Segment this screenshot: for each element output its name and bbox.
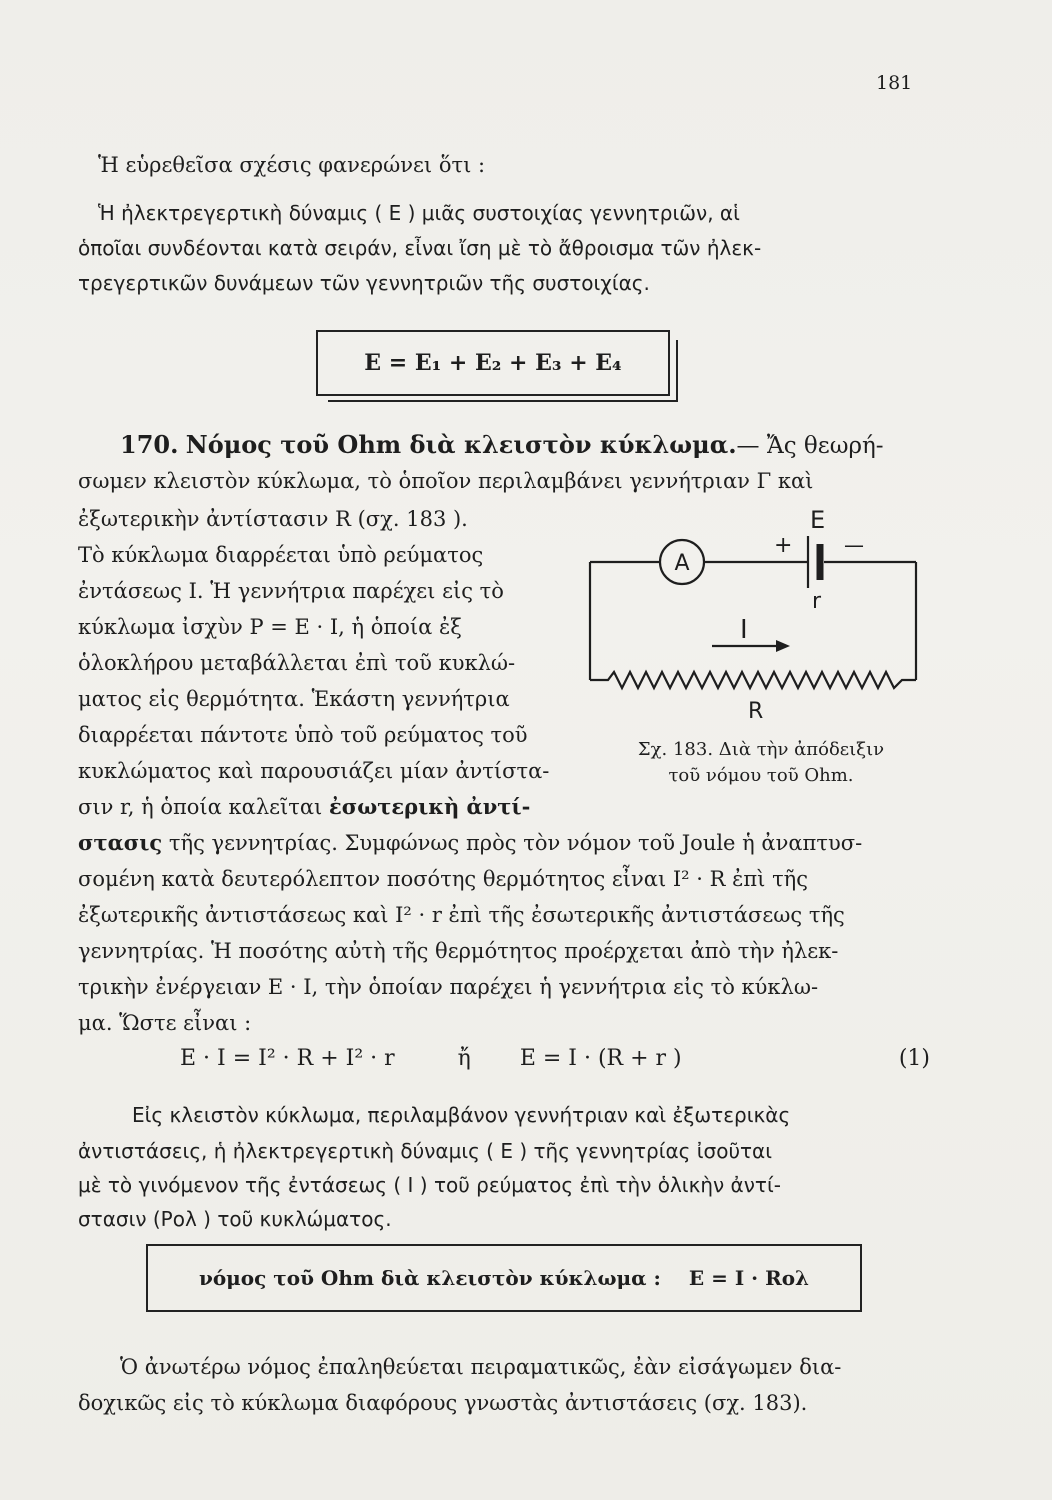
text-line: Ἡ εὑρεθεῖσα σχέσις φανερώνει ὅτι : (98, 153, 486, 177)
ammeter-label: A (674, 551, 690, 576)
resistor-zigzag (590, 672, 916, 688)
text-line: ὁποῖαι συνδέονται κατὰ σειράν, εἶναι ἴση μὲ τὸ ἄθροισμα τῶν ἠλεκ- (78, 236, 762, 260)
text-line: σωμεν κλειστὸν κύκλωμα, τὸ ὁποῖον περιλαμβάνει γεννήτριαν Γ καὶ (78, 469, 814, 493)
text-line: ἐξωτερικῆς ἀντιστάσεως καὶ Ι² · r ἐπὶ τῆς ἐσωτερικῆς ἀντιστάσεως τῆς (78, 903, 845, 927)
minus-label: — (844, 533, 864, 557)
emf-label: E (810, 506, 826, 534)
text-line: τρικὴν ἐνέργειαν Ε · Ι, τὴν ὁποίαν παρέχει ἡ γεννήτρια εἰς τὸ κύκλω- (78, 975, 819, 999)
section-number: 170. (120, 430, 179, 459)
equation-or: ἤ (457, 1046, 471, 1071)
text-line: ἐξωτερικὴν ἀντίστασιν R (σχ. 183 ). (78, 507, 468, 531)
text-line: ὁλοκλήρου μεταβάλλεται ἐπὶ τοῦ κυκλώ- (78, 651, 516, 675)
text-line: κύκλωμα ἰσχὺν Ρ = Ε · Ι, ἡ ὁποία ἐξ (78, 615, 462, 639)
text-line: μὲ τὸ γινόμενον τῆς ἐντάσεως ( Ι ) τοῦ ρεύματος ἐπὶ τὴν ὁλικὴν ἀντί- (78, 1173, 781, 1197)
plus-label: + (774, 533, 793, 558)
figure-caption-line1: Σχ. 183. Διὰ τὴν ἀπόδειξιν (637, 739, 885, 760)
section-dash: — (736, 433, 760, 459)
section-first-line-rest: Ἄς θεωρή- (766, 433, 884, 459)
current-arrow-head (776, 640, 790, 652)
current-label: I (740, 615, 748, 645)
text-line: ματος εἰς θερμότητα. Ἑκάστη γεννήτρια (78, 687, 510, 711)
formula-box-ohm-law (146, 1244, 862, 1312)
page-number: 181 (876, 72, 913, 94)
section-heading (120, 430, 980, 461)
formula-series-emf: E = E₁ + E₂ + E₃ + E₄ (364, 350, 622, 376)
text-line: δοχικῶς εἰς τὸ κύκλωμα διαφόρους γνωστὰς ἀντιστάσεις (σχ. 183). (78, 1391, 808, 1415)
text-line: γεννητρίας. Ἡ ποσότης αὐτὴ τῆς θερμότητος προέρχεται ἀπὸ τὴν ἠλεκ- (78, 939, 839, 963)
equation-left: Ε · Ι = Ι² · R + Ι² · r (180, 1046, 395, 1071)
text-line: κυκλώματος καὶ παρουσιάζει μίαν ἀντίστα- (78, 759, 550, 783)
text-line: Ὁ ἀνωτέρω νόμος ἐπαληθεύεται πειραματικῶς, ἐὰν εἰσάγωμεν δια- (120, 1355, 842, 1379)
section-title: Νόμος τοῦ Ohm διὰ κλειστὸν κύκλωμα. (185, 430, 737, 459)
figure-caption-line2: τοῦ νόμου τοῦ Ohm. (668, 765, 854, 786)
text-line: Τὸ κύκλωμα διαρρέεται ὑπὸ ρεύματος (78, 543, 484, 567)
ohm-law-label: νόμος τοῦ Ohm διὰ κλειστὸν κύκλωμα : (198, 1266, 661, 1290)
text-span: τῆς γεννητρίας. Συμφώνως πρὸς τὸν νόμον τοῦ Joule ἡ ἀναπτυσ- (162, 831, 863, 855)
text-line: ἀντιστάσεις, ἡ ἠλεκτρεγερτικὴ δύναμις ( Ε ) τῆς γεννητρίας ἰσοῦται (78, 1139, 773, 1163)
formula-box-series-emf (316, 330, 670, 396)
text-line: στασιν (Ρολ ) τοῦ κυκλώματος. (78, 1207, 392, 1231)
ohm-law-formula: E = I · Rολ (688, 1266, 810, 1290)
equation-1 (180, 1044, 940, 1074)
text-line: Ἡ ἠλεκτρεγερτικὴ δύναμις ( Ε ) μιᾶς συστοιχίας γεννητριῶν, αἱ (98, 201, 740, 225)
text-span: σιν r, ἡ ὁποία καλεῖται (78, 795, 329, 819)
resistor-label: R (748, 699, 764, 724)
equation-right: Ε = Ι · (R + r ) (519, 1046, 682, 1071)
text-line: ἐντάσεως Ι. Ἡ γεννήτρια παρέχει εἰς τὸ (78, 579, 504, 603)
text-line: τρεγερτικῶν δυνάμεων τῶν γεννητριῶν τῆς συστοιχίας. (78, 271, 650, 295)
text-line: Εἰς κλειστὸν κύκλωμα, περιλαμβάνον γεννήτριαν καὶ ἐξωτερικὰς (132, 1103, 791, 1127)
text-line-stasis (78, 828, 938, 858)
internal-resistance-label: r (812, 589, 822, 614)
text-line: μα. Ὥστε εἶναι : (78, 1011, 252, 1035)
bold-term: στασις (78, 830, 163, 855)
circuit-diagram (578, 500, 928, 730)
text-line: σομένη κατὰ δευτερόλεπτον ποσότης θερμότητος εἶναι Ι² · R ἐπὶ τῆς (78, 867, 809, 891)
equation-number: (1) (898, 1046, 930, 1071)
bold-term: ἐσωτερικὴ ἀντί- (328, 794, 531, 819)
text-line-internal-resistance (78, 792, 938, 822)
text-line: διαρρέεται πάντοτε ὑπὸ τοῦ ρεύματος τοῦ (78, 723, 528, 747)
